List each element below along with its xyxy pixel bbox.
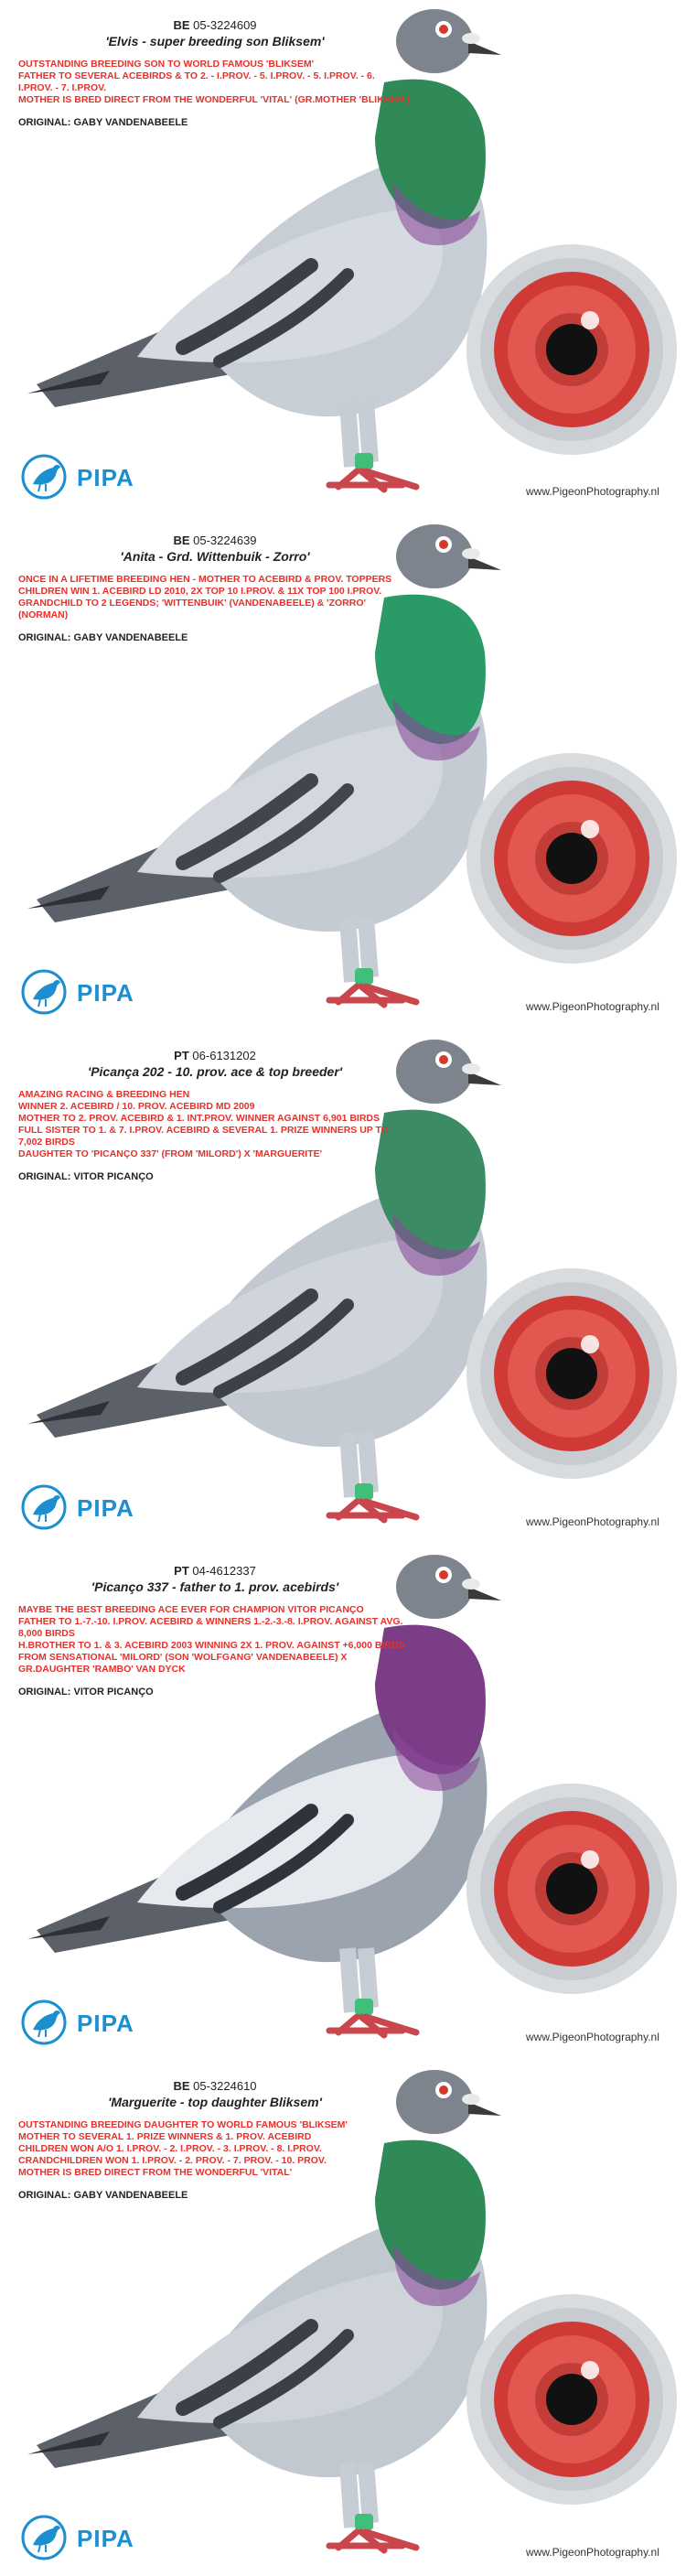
pipa-logo-text: PIPA bbox=[77, 464, 134, 491]
ring-number: BE 05-3224609 bbox=[173, 18, 257, 32]
pigeon-eye-photo bbox=[462, 1264, 681, 1483]
pigeon-info bbox=[18, 18, 412, 128]
description-line: FATHER TO 1.-7.-10. I.PROV. ACEBIRD & WINNERS 1.-2.-3.-8. I.PROV. AGAINST AVG. 8,000 BIRDS bbox=[18, 1616, 403, 1639]
pigeon-origin: ORIGINAL: GABY VANDENABEELE bbox=[18, 632, 188, 643]
pipa-pigeon-icon bbox=[20, 453, 71, 501]
ring-number: PT 04-4612337 bbox=[174, 1564, 256, 1578]
description-line: MAYBE THE BEST BREEDING ACE EVER FOR CHAMPION VITOR PICANÇO bbox=[18, 1604, 364, 1615]
website-link[interactable]: www.PigeonPhotography.nl bbox=[526, 2546, 659, 2559]
website-link[interactable]: www.PigeonPhotography.nl bbox=[526, 485, 659, 498]
pigeon-card bbox=[0, 1030, 686, 1546]
pigeon-info bbox=[18, 2079, 412, 2201]
description-line: ONCE IN A LIFETIME BREEDING HEN - MOTHER TO ACEBIRD & PROV. TOPPERS bbox=[18, 574, 392, 585]
pigeon-card bbox=[0, 2061, 686, 2576]
pigeon-eye-photo bbox=[462, 1779, 681, 1999]
pipa-pigeon-icon bbox=[20, 968, 71, 1016]
description-line: OUTSTANDING BREEDING DAUGHTER TO WORLD FAMOUS 'BLIKSEM' bbox=[18, 2119, 348, 2130]
pigeon-eye-photo bbox=[462, 2290, 681, 2509]
pigeon-description bbox=[18, 59, 412, 106]
pipa-pigeon-icon bbox=[20, 1483, 71, 1531]
pigeon-card bbox=[0, 1546, 686, 2061]
pigeon-info bbox=[18, 1049, 412, 1182]
description-line: CHILDREN WIN 1. ACEBIRD LD 2010, 2X TOP 10 I.PROV. & 11X TOP 100 I.PROV. bbox=[18, 586, 382, 597]
pipa-logo-text: PIPA bbox=[77, 2010, 134, 2037]
description-line: MOTHER IS BRED DIRECT FROM THE WONDERFUL 'VITAL' (GR.MOTHER 'BLIKSEM') bbox=[18, 94, 411, 105]
pigeon-eye-photo bbox=[462, 749, 681, 968]
pipa-pigeon-icon bbox=[20, 1999, 71, 2046]
pigeon-description bbox=[18, 574, 412, 621]
description-line: MOTHER IS BRED DIRECT FROM THE WONDERFUL 'VITAL' bbox=[18, 2167, 293, 2178]
pigeon-origin: ORIGINAL: VITOR PICANÇO bbox=[18, 1687, 154, 1698]
website-link[interactable]: www.PigeonPhotography.nl bbox=[526, 2031, 659, 2043]
pigeon-title: 'Marguerite - top daughter Bliksem' bbox=[108, 2095, 322, 2109]
description-line: FULL SISTER TO 1. & 7. I.PROV. ACEBIRD & SEVERAL 1. PRIZE WINNERS UP TO 7,002 BIRDS bbox=[18, 1125, 389, 1148]
pipa-logo-text: PIPA bbox=[77, 979, 134, 1007]
pipa-pigeon-icon bbox=[20, 2514, 71, 2561]
pigeon-origin: ORIGINAL: GABY VANDENABEELE bbox=[18, 2190, 188, 2201]
pigeon-description bbox=[18, 1089, 412, 1160]
pipa-logo-text: PIPA bbox=[77, 2525, 134, 2552]
pigeon-title: 'Picança 202 - 10. prov. ace & top breeder' bbox=[87, 1064, 343, 1079]
description-line: CHILDREN WON A/O 1. I.PROV. - 2. I.PROV. - 3. I.PROV. - 8. I.PROV. bbox=[18, 2143, 322, 2154]
description-line: FROM SENSATIONAL 'MILORD' (SON 'WOLFGANG' VANDENABEELE) X GR.DAUGHTER 'RAMBO' VAN DYCK bbox=[18, 1652, 348, 1675]
description-line: DAUGHTER TO 'PICANÇO 337' (FROM 'MILORD') X 'MARGUERITE' bbox=[18, 1148, 323, 1159]
ring-number: PT 06-6131202 bbox=[174, 1049, 256, 1062]
pigeon-title: 'Anita - Grd. Wittenbuik - Zorro' bbox=[120, 549, 310, 564]
description-line: AMAZING RACING & BREEDING HEN bbox=[18, 1089, 190, 1100]
pigeon-description bbox=[18, 1604, 412, 1676]
pipa-logo-text: PIPA bbox=[77, 1494, 134, 1522]
pigeon-info bbox=[18, 534, 412, 643]
description-line: MOTHER TO 2. PROV. ACEBIRD & 1. INT.PROV. WINNER AGAINST 6,901 BIRDS bbox=[18, 1113, 380, 1124]
description-line: CRANDCHILDREN WON 1. I.PROV. - 2. PROV. - 7. PROV. - 10. PROV. bbox=[18, 2155, 327, 2166]
description-line: WINNER 2. ACEBIRD / 10. PROV. ACEBIRD MD 2009 bbox=[18, 1101, 255, 1112]
pipa-logo bbox=[20, 1999, 139, 2046]
ring-number: BE 05-3224639 bbox=[173, 534, 257, 547]
pigeon-card bbox=[0, 515, 686, 1030]
pigeon-title: 'Picanço 337 - father to 1. prov. acebirds' bbox=[91, 1579, 339, 1594]
website-link[interactable]: www.PigeonPhotography.nl bbox=[526, 1000, 659, 1013]
pigeon-eye-photo bbox=[462, 240, 681, 459]
pigeon-description bbox=[18, 2119, 412, 2179]
description-line: OUTSTANDING BREEDING SON TO WORLD FAMOUS 'BLIKSEM' bbox=[18, 59, 315, 70]
ring-number: BE 05-3224610 bbox=[173, 2079, 257, 2093]
pigeon-info bbox=[18, 1564, 412, 1698]
pipa-logo bbox=[20, 2514, 139, 2561]
description-line: MOTHER TO SEVERAL 1. PRIZE WINNERS & 1. PROV. ACEBIRD bbox=[18, 2131, 312, 2142]
description-line: GRANDCHILD TO 2 LEGENDS; 'WITTENBUIK' (VANDENABEELE) & 'ZORRO' (NORMAN) bbox=[18, 598, 367, 620]
website-link[interactable]: www.PigeonPhotography.nl bbox=[526, 1515, 659, 1528]
description-line: H.BROTHER TO 1. & 3. ACEBIRD 2003 WINNING 2X 1. PROV. AGAINST +6,000 BIRDS bbox=[18, 1640, 405, 1651]
pigeon-card bbox=[0, 0, 686, 515]
pigeon-title: 'Elvis - super breeding son Bliksem' bbox=[105, 34, 325, 49]
pigeon-origin: ORIGINAL: GABY VANDENABEELE bbox=[18, 117, 188, 128]
pipa-logo bbox=[20, 453, 139, 501]
pigeon-origin: ORIGINAL: VITOR PICANÇO bbox=[18, 1171, 154, 1182]
pipa-logo bbox=[20, 1483, 139, 1531]
description-line: FATHER TO SEVERAL ACEBIRDS & TO 2. - I.PROV. - 5. I.PROV. - 5. I.PROV. - 6. I.PROV. - 7. I.PROV. bbox=[18, 70, 375, 93]
pipa-logo bbox=[20, 968, 139, 1016]
